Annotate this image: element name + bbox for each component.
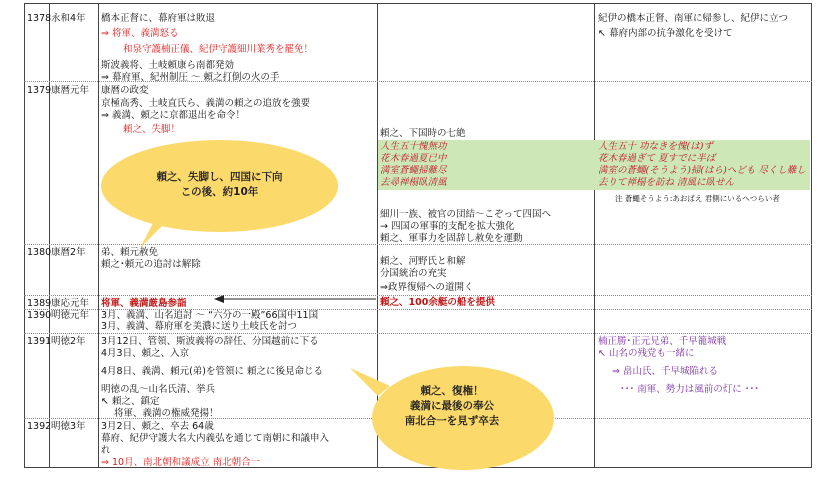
poem-kanbun-line: 満室蒼蠅掃難尽 [380,165,447,176]
southern-text-emphasis: ↖ 山名の残党も一緒に [598,348,695,359]
year-cell: 1378 [27,13,52,24]
event-text: 弟、頼元赦免 [101,247,159,258]
yoriyuki-text: 細川一族、被官の団結～こぞって四国へ [380,209,552,220]
era-cell: 康応元年 [51,298,90,309]
year-cell: 1389 [27,298,52,309]
callout-text [101,170,338,200]
callout-line: 南北合一を見ず卒去 [404,415,500,427]
event-text: 橋本正督に、幕府軍は敗退 [101,13,216,24]
event-text: 3月、義満、幕府軍を美濃に送り土岐氏を討つ [101,321,298,332]
poem-note: 注 蒼蠅そうよう:あおばえ 君側にいるへつらい者 [615,194,780,203]
year-cell: 1380 [27,247,52,258]
era-cell: 康暦2年 [51,247,86,258]
poem-reading-line: 花木春過ぎて 夏すでに半ば [598,153,716,164]
event-text: 康暦の政変 [101,85,149,96]
row-separator [24,295,812,296]
era-cell: 明徳3年 [51,421,86,432]
era-cell: 明徳元年 [51,310,90,321]
southern-text-emphasis: 楠正勝･正元兄弟、千早籠城戦 [598,336,727,347]
year-cell: 1379 [27,85,52,96]
yoriyuki-text: 頼之、下国時の七絶 [380,128,466,139]
yoriyuki-text: ⇒政界復帰への道開く [380,282,474,293]
column-divider-year [49,3,50,468]
southern-text: ↖ 幕府内部の抗争激化を受けて [598,28,733,39]
yoriyuki-text: 分国統治の充実 [380,268,447,279]
event-text-emphasis: ⇒ 将軍、義満怒る [101,28,179,39]
column-divider-yoriyuki [594,3,595,468]
year-cell: 1390 [27,310,52,321]
yoriyuki-text-emphasis: 頼之、100余艇の船を提供 [380,297,495,308]
event-text: 4月8日、義満、頼元(弟)を管領に 頼之に後見命じる [101,366,324,377]
column-divider-era [98,3,99,468]
event-text: 幕府、紀伊守護大名大内義弘を通じて南朝に和議申入 [101,433,330,444]
callout-line: 義満に最後の奉公 [410,400,494,412]
event-text: 3月12日、管領、斯波義将の辞任、分国越前に下る [101,336,319,347]
poem-kanbun-line: 花木春過夏已中 [380,153,447,164]
yoriyuki-text: → 四国の軍事的支配を拡大強化 [380,221,515,232]
poem-kanbun-line: 去尋禅榻臥清風 [380,177,447,188]
event-text-emphasis: 将軍、義満厳島参詣 [101,298,187,309]
southern-text: 紀伊の橋本正督、南軍に帰参し、紀伊に立つ [598,13,789,24]
event-text: ⇒ 義満、頼之に京都退出を命令！ [101,110,245,121]
era-cell: 永和4年 [51,13,86,24]
southern-text-emphasis: ⇒ 畠山氏、千早城陥れる [612,366,718,377]
event-text: ↖ 頼之、鎮定 [101,396,160,407]
event-text: 3月2日、頼之、卒去 64歳 [101,421,214,432]
year-cell: 1392 [27,421,52,432]
yoriyuki-text: 頼之、軍事力を固辞し赦免を運動 [380,233,523,244]
callout-line: 頼之、失脚し、四国に下向 [156,171,283,183]
event-text: 4月3日、頼之、入京 [101,348,190,359]
poem-reading-line: 人生五十 功なきを愧(は)ず [598,141,713,152]
event-text: 明徳の乱～山名氏清、挙兵 [101,384,216,395]
event-text-emphasis: 頼之、失脚！ [123,124,181,135]
southern-text-emphasis: ･･･ 南軍、勢力は風前の灯に ･･･ [620,384,760,395]
connector-arrow [200,290,400,310]
callout-line: この後、約10年 [180,186,259,198]
row-separator [24,333,812,334]
event-text: 京極高秀、土岐直氏ら、義満の頼之の追放を強要 [101,98,311,109]
event-text-emphasis: ⇒ 10月、南北朝和議成立 南北朝合一 [101,457,261,468]
event-text: れ [101,445,111,456]
event-text: 3月、義満、山名追討 ～ “六分の一殿”66国中11国 [101,310,319,321]
callout-text [372,384,532,429]
poem-reading-line: 満室の蒼蠅(そうよう)掃(はら)へども 尽くし難し [598,165,806,176]
era-cell: 康暦元年 [51,85,90,96]
event-text: 斯波義将、土岐頼康ら南都発効 [101,60,235,71]
poem-kanbun-line: 人生五十愧無功 [380,141,447,152]
event-text: 将軍、義満の権威発揚！ [114,408,219,419]
event-text: 頼之･頼元の追討は解除 [101,259,201,270]
poem-reading-line: 去りて禅榻を訪ね 清風に臥せん [598,177,735,188]
era-cell: 明徳2年 [51,336,86,347]
callout-line: 頼之、復権！ [420,385,484,397]
year-cell: 1391 [27,336,52,347]
yoriyuki-text: 頼之、河野氏と和解 [380,256,466,267]
event-text-emphasis: 和泉守護楠正儀、紀伊守護細川業秀を罷免！ [123,44,314,55]
event-text: ⇒ 幕府軍、紀州制圧 ～ 頼之打倒の火の手 [101,72,280,83]
